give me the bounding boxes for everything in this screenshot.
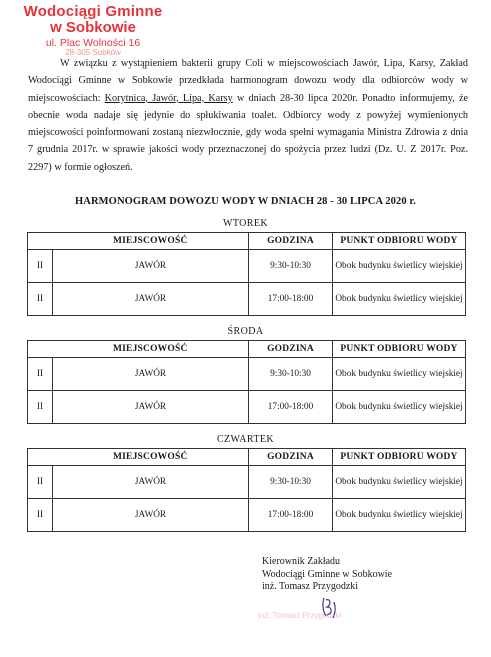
row-number: II	[28, 466, 53, 499]
table-row	[28, 283, 466, 316]
stamp-postcode: 28-305 Sobków	[65, 47, 121, 57]
header-empty-cell	[28, 449, 53, 466]
intro-text	[28, 55, 468, 176]
row-place: JAWÓR	[53, 466, 249, 499]
row-point: Obok budynku świetlicy wiejskiej	[333, 499, 466, 532]
row-place: JAWÓR	[53, 283, 249, 316]
row-number: II	[28, 499, 53, 532]
header-point: PUNKT ODBIORU WODY	[333, 449, 466, 466]
row-time: 9:30-10:30	[249, 358, 333, 391]
header-place: MIEJSCOWOŚĆ	[53, 341, 249, 358]
schedule-table-wednesday	[27, 340, 466, 424]
row-time: 9:30-10:30	[249, 466, 333, 499]
stamp-company-name: Wodociągi Gminne	[23, 3, 163, 20]
intro-paragraph	[28, 55, 468, 176]
row-point: Obok budynku świetlicy wiejskiej	[333, 466, 466, 499]
row-time: 17:00-18:00	[249, 391, 333, 424]
row-point: Obok budynku świetlicy wiejskiej	[333, 250, 466, 283]
row-place: JAWÓR	[53, 391, 249, 424]
row-number: II	[28, 283, 53, 316]
header-empty-cell	[28, 233, 53, 250]
signature-name: inż. Tomasz Przygodzki	[262, 581, 359, 592]
intro-part-1: W związku z wystąpieniem bakterii grupy Coli w miejscowościach Jawór, Lipa, Karsy, Zakład Wodociągi Gminne w Sobkowie przedkłada harmonogram dowozu wody dla odbiorców wody w miejscowościach:	[28, 58, 468, 104]
row-number: II	[28, 391, 53, 424]
row-place: JAWÓR	[53, 499, 249, 532]
header-time: GODZINA	[249, 341, 333, 358]
table-row	[28, 499, 466, 532]
row-number: II	[28, 250, 53, 283]
row-time: 17:00-18:00	[249, 283, 333, 316]
schedule-table-thursday	[27, 448, 466, 532]
table-row	[28, 358, 466, 391]
signature-block	[262, 556, 392, 594]
header-time: GODZINA	[249, 233, 333, 250]
signature-company: Wodociągi Gminne w Sobkowie	[262, 568, 393, 580]
faint-name-stamp: inż. Tomasz Przygodzki	[258, 611, 342, 620]
row-point: Obok budynku świetlicy wiejskiej	[333, 358, 466, 391]
table-row	[28, 391, 466, 424]
document-title: HARMONOGRAM DOWOZU WODY W DNIACH 28 - 30 LIPCA 2020 r.	[75, 196, 416, 207]
intro-part-2: w dniach 28-30 lipca 2020r. Ponadto informujemy, że obecnie woda nadaje się jedynie do spłukiwania toalet. Odbiorcy wody z powyżej wymienionych miejscowości poinformowani zostaną niezwłocznie, gdy woda spełni wymagania Ministra Zdrowia z dnia 7 grudnia 2017r. w sprawie jakości wody przeznaczonej do spożycia przez ludzi (Dz. U. Z 2017r. Poz. 2297) w formie ogłoszeń.	[28, 92, 469, 173]
table-header-row	[28, 449, 466, 466]
day-label-thursday: CZWARTEK	[216, 434, 275, 445]
row-time: 9:30-10:30	[249, 250, 333, 283]
table-row	[28, 466, 466, 499]
header-place: MIEJSCOWOŚĆ	[53, 233, 249, 250]
intro-localities: Korytnica, Jawór, Lipa, Karsy	[104, 92, 233, 104]
header-point: PUNKT ODBIORU WODY	[333, 233, 466, 250]
row-point: Obok budynku świetlicy wiejskiej	[333, 283, 466, 316]
header-empty-cell	[28, 341, 53, 358]
header-time: GODZINA	[249, 449, 333, 466]
stamp-street: ul. Plac Wolności 16	[45, 36, 141, 49]
row-point: Obok budynku świetlicy wiejskiej	[333, 391, 466, 424]
row-place: JAWÓR	[53, 358, 249, 391]
row-number: II	[28, 358, 53, 391]
table-header-row	[28, 233, 466, 250]
header-point: PUNKT ODBIORU WODY	[333, 341, 466, 358]
company-stamp	[18, 4, 168, 57]
table-row	[28, 250, 466, 283]
row-place: JAWÓR	[53, 250, 249, 283]
table-header-row	[28, 341, 466, 358]
schedule-table-tuesday	[27, 232, 466, 316]
signature-role: Kierownik Zakładu	[262, 556, 341, 567]
day-label-wednesday: ŚRODA	[227, 326, 264, 337]
day-label-tuesday: WTOREK	[223, 218, 268, 229]
row-time: 17:00-18:00	[249, 499, 333, 532]
header-place: MIEJSCOWOŚĆ	[53, 449, 249, 466]
stamp-company-location: w Sobkowie	[50, 18, 136, 36]
